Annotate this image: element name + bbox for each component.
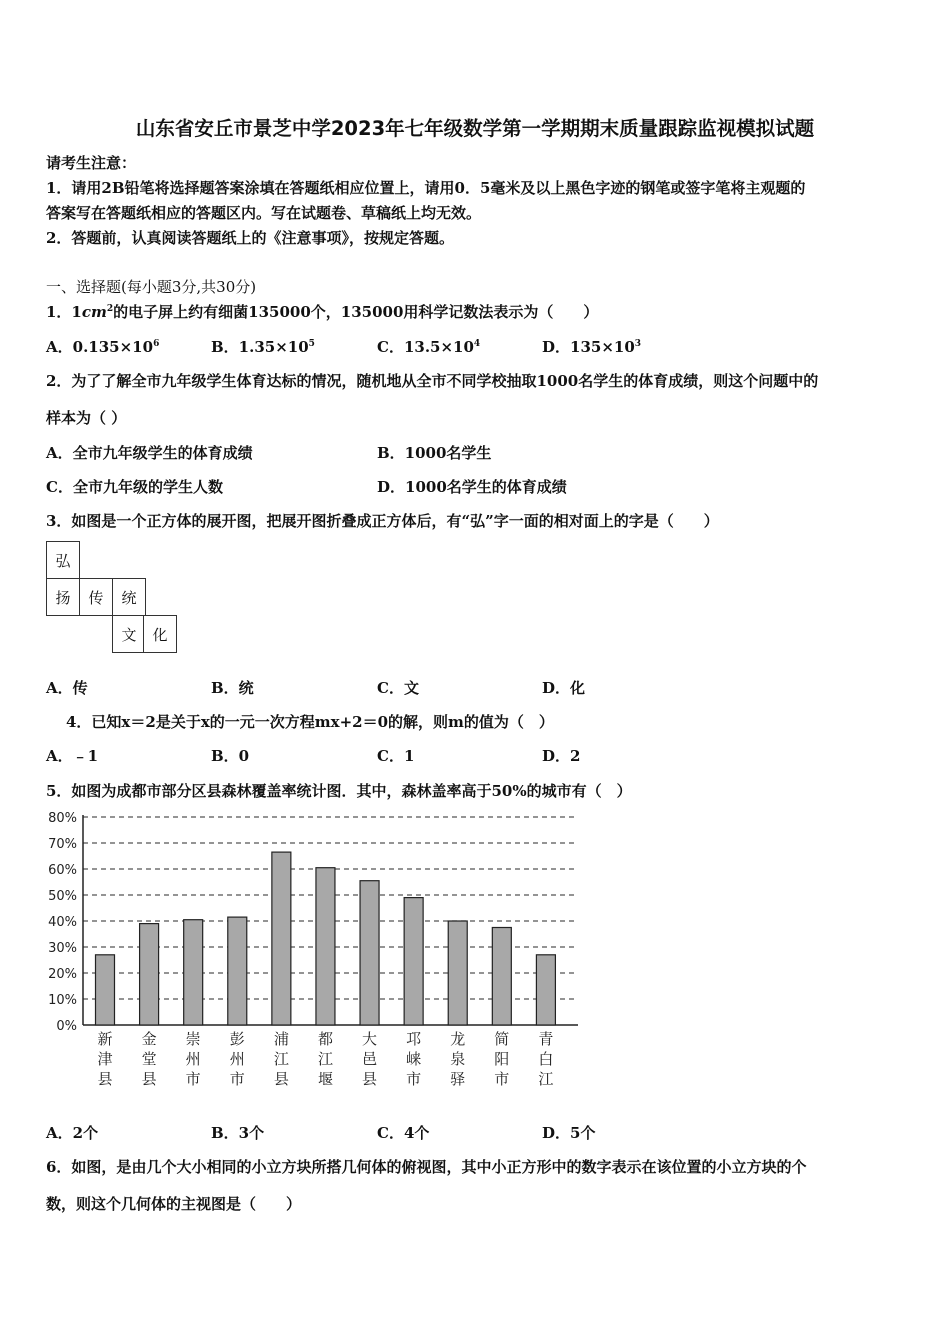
bar — [272, 852, 291, 1025]
cube-net-face: 化 — [143, 615, 177, 653]
x-tick-label: 县 — [362, 1070, 378, 1088]
x-tick-label: 堂 — [141, 1050, 157, 1068]
q6-stem-line2: 数，则这个几何体的主视图是（ ） — [46, 1195, 302, 1213]
bar — [404, 898, 423, 1025]
q4-option-a[interactable]: A．﹣1 — [46, 747, 99, 765]
cube-net-face: 弘 — [46, 541, 80, 579]
x-tick-label: 崇 — [185, 1030, 201, 1048]
cube-net-face: 扬 — [46, 578, 80, 616]
q6-stem-line1: 6．如图，是由几个大小相同的小立方块所搭几何体的俯视图，其中小正方形中的数字表示在该位置的小立方块的个 — [46, 1158, 807, 1176]
x-tick-label: 泉 — [450, 1050, 466, 1068]
x-tick-label: 彭 — [229, 1030, 245, 1048]
x-tick-label: 驿 — [450, 1070, 466, 1088]
q2-option-c[interactable]: C．全市九年级的学生人数 — [46, 478, 223, 496]
q2-option-d[interactable]: D．1000名学生的体育成绩 — [377, 478, 567, 496]
x-tick-label: 都 — [317, 1030, 333, 1048]
cube-net-face: 文 — [112, 615, 146, 653]
q2-stem-line1: 2．为了了解全市九年级学生体育达标的情况，随机地从全市不同学校抽取1000名学生的体育成绩，则这个问题中的 — [46, 372, 819, 390]
cube-net-face: 传 — [79, 578, 113, 616]
q2-stem-line2: 样本为（ ） — [46, 409, 127, 427]
x-tick-label: 州 — [185, 1050, 201, 1068]
x-tick-label: 市 — [406, 1070, 422, 1088]
bar — [360, 881, 379, 1025]
y-tick-label: 40% — [48, 915, 77, 930]
y-tick-label: 50% — [48, 889, 77, 904]
bar — [536, 955, 555, 1025]
page-title: 山东省安丘市景芝中学2023年七年级数学第一学期期末质量跟踪监视模拟试题 — [135, 117, 815, 140]
y-tick-label: 0% — [56, 1019, 77, 1034]
section-heading: 一、选择题(每小题3分,共30分) — [46, 278, 257, 296]
forest-coverage-chart — [40, 805, 585, 1095]
x-tick-label: 白 — [538, 1050, 554, 1068]
x-tick-label: 江 — [538, 1070, 554, 1088]
bar — [184, 920, 203, 1025]
q3-option-b[interactable]: B．统 — [211, 679, 254, 697]
q1-option-c[interactable]: C．$13.5\times 10^4$ — [377, 338, 481, 356]
q3-option-d[interactable]: D．化 — [542, 679, 586, 697]
x-tick-label: 县 — [141, 1070, 157, 1088]
q5-option-b[interactable]: B．3个 — [211, 1124, 265, 1142]
x-tick-label: 大 — [362, 1030, 378, 1048]
q1-stem — [46, 301, 598, 322]
q4-option-c[interactable]: C．1 — [377, 747, 415, 765]
q3-stem: 3．如图是一个正方体的展开图，把展开图折叠成正方体后，有“弘”字一面的相对面上的字是（ ） — [46, 512, 719, 530]
x-tick-label: 浦 — [273, 1030, 289, 1048]
x-tick-label: 县 — [273, 1070, 289, 1088]
x-tick-label: 邑 — [362, 1050, 378, 1068]
cube-net-face: 统 — [112, 578, 146, 616]
bar — [96, 955, 115, 1025]
y-tick-label: 70% — [48, 837, 77, 852]
q2-option-b[interactable]: B．1000名学生 — [377, 444, 492, 462]
x-tick-label: 县 — [97, 1070, 113, 1088]
bar — [492, 928, 511, 1026]
y-tick-label: 20% — [48, 967, 77, 982]
q5-option-d[interactable]: D．5个 — [542, 1124, 596, 1142]
bar — [448, 921, 467, 1025]
q1-unit: cm — [81, 303, 107, 321]
q1-option-a[interactable]: A．$0.135\times 10^6$ — [46, 338, 160, 356]
bar — [316, 868, 335, 1025]
y-tick-label: 80% — [48, 811, 77, 826]
q5-stem: 5．如图为成都市部分区县森林覆盖率统计图．其中，森林盖率高于50%的城市有（ ） — [46, 782, 632, 800]
y-tick-label: 30% — [48, 941, 77, 956]
notice-line-1b: 答案写在答题纸相应的答题区内。写在试题卷、草稿纸上均无效。 — [46, 204, 482, 222]
x-tick-label: 龙 — [450, 1030, 466, 1048]
q3-option-c[interactable]: C．文 — [377, 679, 419, 697]
q1-unit-exp: 2 — [106, 304, 114, 314]
x-tick-label: 江 — [273, 1050, 289, 1068]
x-tick-label: 津 — [97, 1050, 113, 1068]
notice-line-1a: 1．请用2B铅笔将选择题答案涂填在答题纸相应位置上，请用0．5毫米及以上黑色字迹的钢笔或签字笔将主观题的 — [46, 179, 806, 197]
x-tick-label: 邛 — [406, 1030, 422, 1048]
q3-option-a[interactable]: A．传 — [46, 679, 88, 697]
notice-heading: 请考生注意： — [46, 154, 137, 172]
bar — [140, 924, 159, 1025]
x-tick-label: 州 — [229, 1050, 245, 1068]
x-tick-label: 江 — [317, 1050, 333, 1068]
q5-option-a[interactable]: A．2个 — [46, 1124, 99, 1142]
bar — [228, 917, 247, 1025]
notice-line-2: 2．答题前，认真阅读答题纸上的《注意事项》，按规定答题。 — [46, 229, 454, 247]
q1-option-b[interactable]: B．$1.35\times 10^5$ — [211, 338, 315, 356]
x-tick-label: 市 — [229, 1070, 245, 1088]
x-tick-label: 堰 — [317, 1070, 333, 1088]
q1-option-d[interactable]: D．$135\times 10^3$ — [542, 338, 642, 356]
q4-stem: 4．已知x＝2是关于x的一元一次方程mx+2＝0的解，则m的值为（ ） — [66, 713, 554, 731]
x-tick-label: 金 — [141, 1030, 157, 1048]
q1-stem-post: 的电子屏上约有细菌135000个，135000用科学记数法表示为（ ） — [113, 303, 599, 321]
q4-option-b[interactable]: B．0 — [211, 747, 250, 765]
q5-option-c[interactable]: C．4个 — [377, 1124, 430, 1142]
y-tick-label: 10% — [48, 993, 77, 1008]
x-tick-label: 市 — [494, 1070, 510, 1088]
x-tick-label: 市 — [185, 1070, 201, 1088]
x-tick-label: 新 — [97, 1030, 113, 1048]
q1-stem-pre: 1．1 — [46, 303, 82, 321]
y-tick-label: 60% — [48, 863, 77, 878]
x-tick-label: 简 — [494, 1030, 510, 1048]
q4-option-d[interactable]: D．2 — [542, 747, 581, 765]
q2-option-a[interactable]: A．全市九年级学生的体育成绩 — [46, 444, 253, 462]
x-tick-label: 青 — [538, 1030, 554, 1048]
x-tick-label: 阳 — [494, 1050, 510, 1068]
x-tick-label: 崃 — [406, 1050, 422, 1068]
